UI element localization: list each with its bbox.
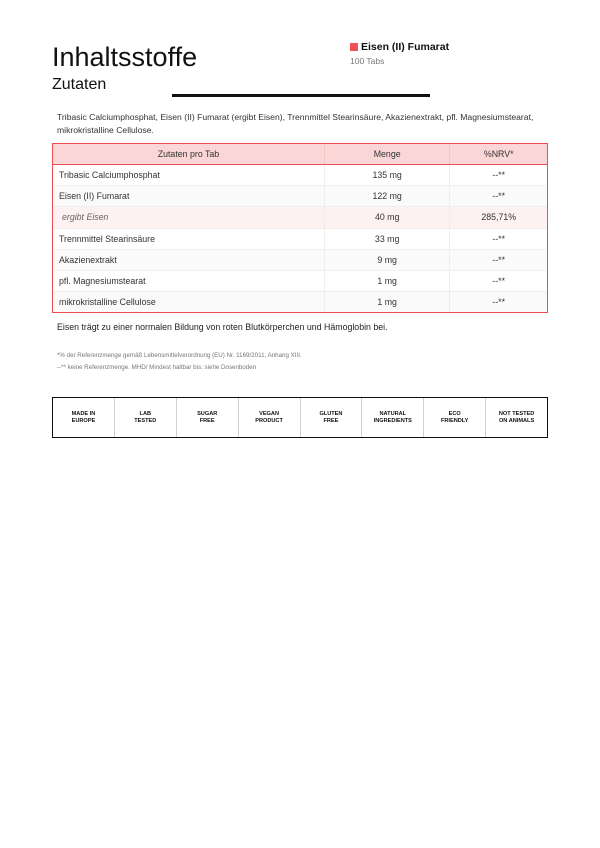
ingredient-amount: 33 mg bbox=[324, 229, 449, 249]
ingredient-amount: 40 mg bbox=[324, 207, 449, 227]
ingredient-amount: 135 mg bbox=[324, 165, 449, 185]
badge-label: NOT TESTED ON ANIMALS bbox=[498, 410, 535, 424]
ingredient-amount: 9 mg bbox=[324, 250, 449, 270]
badge-label: MADE IN EUROPE bbox=[71, 410, 96, 424]
ingredient-name: mikrokristalline Cellulose bbox=[59, 297, 156, 308]
product-count: 100 Tabs bbox=[350, 56, 385, 66]
footnote-nrv: *% der Referenzmenge gemäß Lebensmittelverordnung (EU) Nr. 1169/2011, Anhang XIII. bbox=[57, 352, 302, 359]
ingredient-name: Akazienextrakt bbox=[59, 254, 117, 265]
badge-vegan-product bbox=[239, 398, 301, 437]
table-row bbox=[53, 229, 547, 250]
badge-lab-tested bbox=[115, 398, 177, 437]
table-header bbox=[53, 144, 547, 165]
divider bbox=[172, 94, 430, 97]
header-nrv: %NRV* bbox=[449, 144, 547, 164]
ingredient-nrv: --** bbox=[449, 292, 547, 312]
ingredient-nrv: --** bbox=[449, 271, 547, 291]
badge-eco-friendly bbox=[424, 398, 486, 437]
table-row bbox=[53, 186, 547, 207]
page-title: Inhaltsstoffe bbox=[52, 42, 198, 72]
ingredient-nrv: --** bbox=[449, 186, 547, 206]
header-ingredient: Zutaten pro Tab bbox=[157, 149, 220, 159]
ingredient-nrv: --** bbox=[449, 165, 547, 185]
product-name-label: Eisen (II) Fumarat bbox=[361, 41, 450, 53]
table-row bbox=[53, 250, 547, 271]
ingredient-name: Trennmittel Stearinsäure bbox=[59, 233, 155, 244]
table-row bbox=[53, 165, 547, 186]
ingredient-nrv: --** bbox=[449, 229, 547, 249]
badge-label: NATURAL INGREDIENTS bbox=[373, 410, 412, 424]
badge-made-in-europe bbox=[53, 398, 115, 437]
ingredient-amount: 1 mg bbox=[324, 292, 449, 312]
health-claim: Eisen trägt zu einer normalen Bildung von roten Blutkörperchen und Hämoglobin bei. bbox=[57, 322, 388, 332]
badge-gluten-free bbox=[301, 398, 363, 437]
ingredients-list: Tribasic Calciumphosphat, Eisen (II) Fumarat (ergibt Eisen), Trennmittel Stearinsäure, Akazienextrakt, pfl. Magnesiumstearat, mikrokristalline Cellulose. bbox=[57, 112, 534, 135]
ingredients-table bbox=[52, 143, 548, 313]
ingredient-name: Eisen (II) Fumarat bbox=[59, 191, 130, 202]
badge-label: SUGAR FREE bbox=[197, 410, 218, 424]
badge-natural-ingredients bbox=[362, 398, 424, 437]
page-subtitle: Zutaten bbox=[52, 76, 107, 93]
ingredient-nrv: 285,71% bbox=[449, 207, 547, 227]
product-name bbox=[350, 41, 449, 53]
accent-square-icon bbox=[350, 43, 358, 51]
ingredient-name: pfl. Magnesiumstearat bbox=[59, 276, 146, 287]
ingredient-amount: 122 mg bbox=[324, 186, 449, 206]
ingredient-name: ergibt Eisen bbox=[62, 212, 109, 223]
badge-sugar-free bbox=[177, 398, 239, 437]
header-amount: Menge bbox=[324, 144, 450, 164]
product-info bbox=[350, 41, 449, 66]
table-row bbox=[53, 207, 547, 228]
table-row bbox=[53, 292, 547, 312]
footnote-reference: --** keine Referenzmenge. MHD/ Mindest haltbar bis: siehe Dosenboden bbox=[57, 364, 257, 371]
ingredient-amount: 1 mg bbox=[324, 271, 449, 291]
badge-label: VEGAN PRODUCT bbox=[255, 410, 283, 424]
badge-label: ECO FRIENDLY bbox=[440, 410, 469, 424]
ingredient-name: Tribasic Calciumphosphat bbox=[59, 170, 160, 181]
badge-not-tested-on-animals bbox=[486, 398, 547, 437]
badge-label: GLUTEN FREE bbox=[319, 410, 343, 424]
table-row bbox=[53, 271, 547, 292]
ingredient-nrv: --** bbox=[449, 250, 547, 270]
quality-badges bbox=[52, 397, 548, 438]
badge-label: LAB TESTED bbox=[134, 410, 157, 424]
